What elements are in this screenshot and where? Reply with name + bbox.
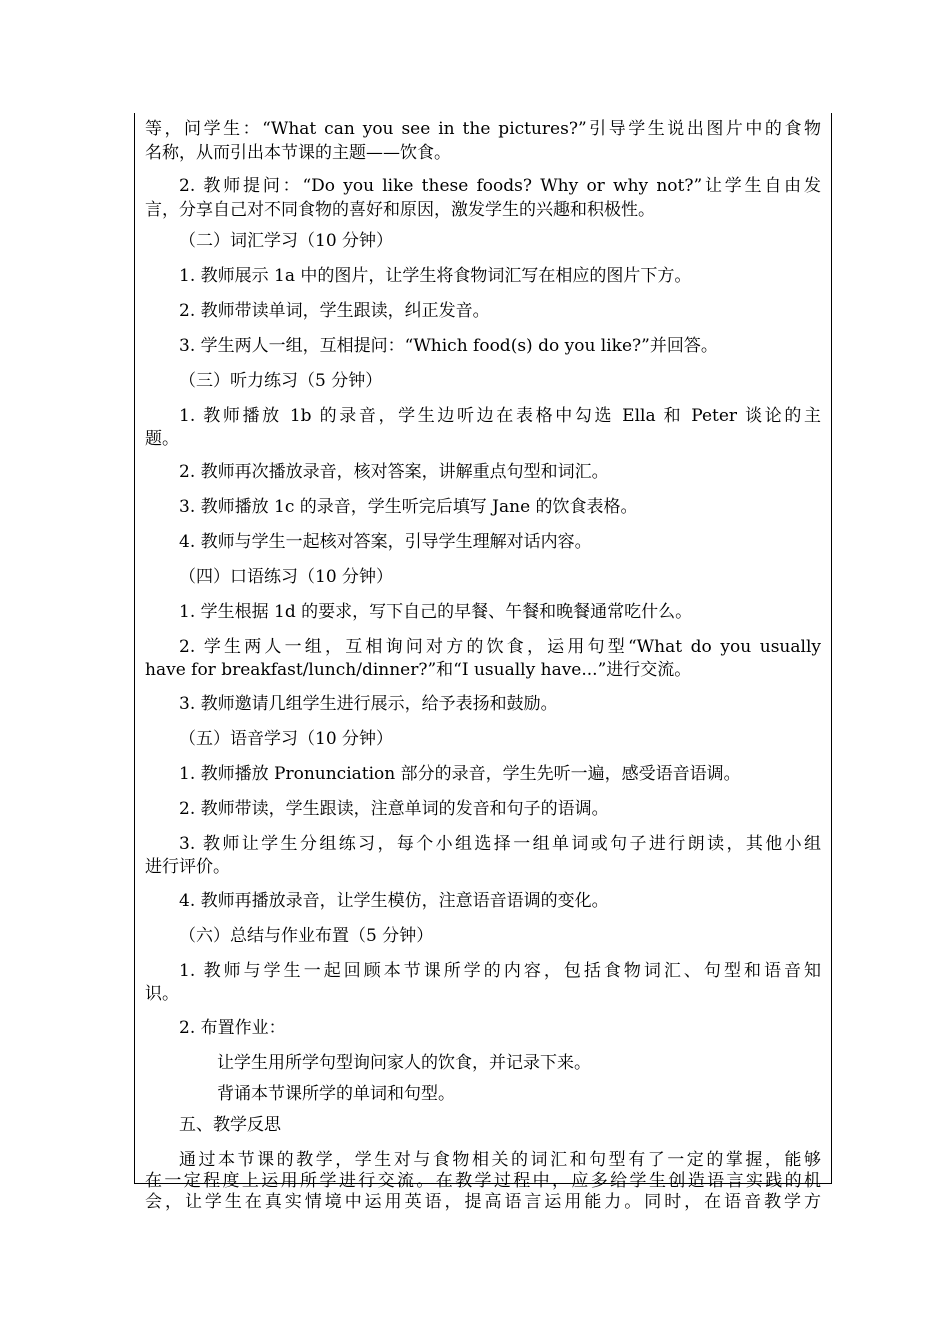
text-line: 通过本节课的教学，学生对与食物相关的词汇和句型有了一定的掌握，能够 xyxy=(179,1150,821,1170)
text-line: 会，让学生在真实情境中运用英语，提高语言运用能力。同时，在语音教学方 xyxy=(145,1192,821,1212)
text-line: 进行评价。 xyxy=(145,857,230,877)
text-line: 让学生用所学句型询问家人的饮食，并记录下来。 xyxy=(217,1053,591,1073)
text-line: 1. 教师播放 Pronunciation 部分的录音，学生先听一遍，感受语音语调。 xyxy=(179,764,741,784)
text-line: 2. 教师带读，学生跟读，注意单词的发音和句子的语调。 xyxy=(179,799,609,819)
text-line: have for breakfast/lunch/dinner?”和“I usually have...”进行交流。 xyxy=(145,660,692,680)
section-heading: （六）总结与作业布置（5 分钟） xyxy=(179,926,434,946)
text-line: 1. 教师与学生一起回顾本节课所学的内容，包括食物词汇、句型和语音知 xyxy=(179,961,821,981)
text-line: 等，问学生：“What can you see in the pictures?”引导学生说出图片中的食物 xyxy=(145,119,821,139)
section-heading: （二）词汇学习（10 分钟） xyxy=(179,231,394,251)
text-line: 1. 教师展示 1a 中的图片，让学生将食物词汇写在相应的图片下方。 xyxy=(179,266,692,286)
text-line: 在一定程度上运用所学进行交流。在教学过程中，应多给学生创造语言实践的机 xyxy=(145,1171,821,1191)
section-heading: （三）听力练习（5 分钟） xyxy=(179,371,383,391)
text-line: 4. 教师与学生一起核对答案，引导学生理解对话内容。 xyxy=(179,532,592,552)
text-line: 言，分享自己对不同食物的喜好和原因，激发学生的兴趣和积极性。 xyxy=(145,200,655,220)
text-line: 2. 学生两人一组，互相询问对方的饮食，运用句型“What do you usually xyxy=(179,637,821,657)
text-line: 2. 教师再次播放录音，核对答案，讲解重点句型和词汇。 xyxy=(179,462,609,482)
text-line: 3. 教师邀请几组学生进行展示，给予表扬和鼓励。 xyxy=(179,694,558,714)
text-line: 背诵本节课所学的单词和句型。 xyxy=(217,1084,455,1104)
text-line: 2. 教师提问：“Do you like these foods? Why or why not?”让学生自由发 xyxy=(179,176,821,196)
text-line: 3. 学生两人一组，互相提问：“Which food(s) do you like?”并回答。 xyxy=(179,336,718,356)
text-line: 1. 学生根据 1d 的要求，写下自己的早餐、午餐和晚餐通常吃什么。 xyxy=(179,602,693,622)
section-heading: （五）语音学习（10 分钟） xyxy=(179,729,394,749)
text-line: 3. 教师让学生分组练习，每个小组选择一组单词或句子进行朗读，其他小组 xyxy=(179,834,821,854)
text-line: 题。 xyxy=(145,429,179,449)
text-line: 4. 教师再播放录音，让学生模仿，注意语音语调的变化。 xyxy=(179,891,609,911)
text-line: 1. 教师播放 1b 的录音，学生边听边在表格中勾选 Ella 和 Peter 谈论的主 xyxy=(179,406,821,426)
text-line: 名称，从而引出本节课的主题——饮食。 xyxy=(145,143,451,163)
text-line: 2. 布置作业： xyxy=(179,1018,286,1038)
text-line: 识。 xyxy=(145,984,179,1004)
text-line: 3. 教师播放 1c 的录音，学生听完后填写 Jane 的饮食表格。 xyxy=(179,497,638,517)
section-heading: （四）口语练习（10 分钟） xyxy=(179,567,394,587)
document-table-cell xyxy=(134,113,832,1212)
section-heading: 五、教学反思 xyxy=(179,1115,281,1135)
text-line: 2. 教师带读单词，学生跟读，纠正发音。 xyxy=(179,301,490,321)
